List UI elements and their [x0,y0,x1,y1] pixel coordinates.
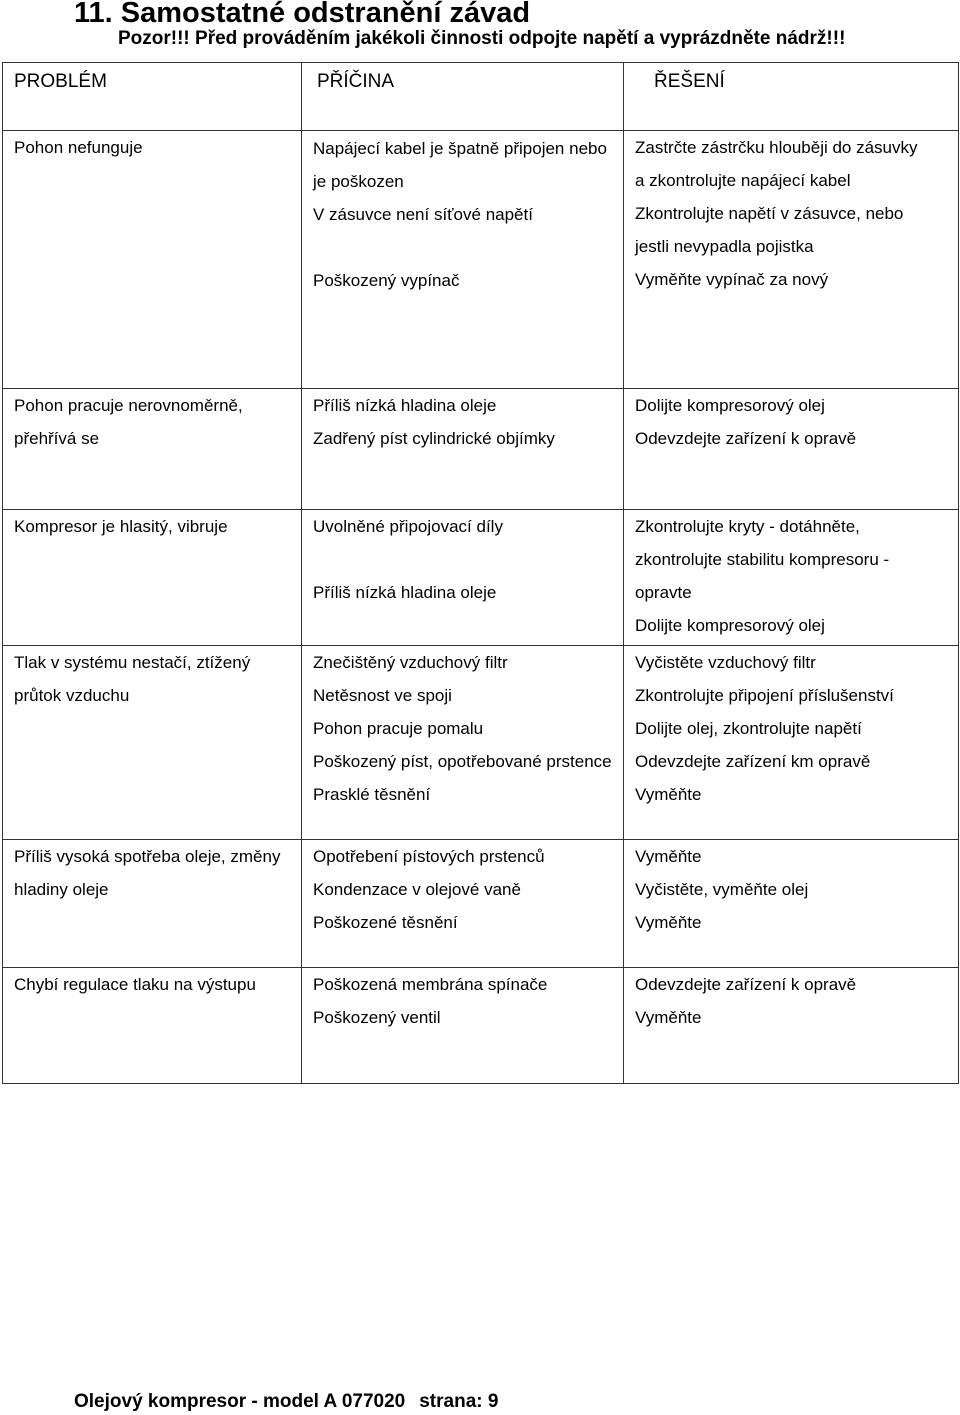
cause-text: Napájecí kabel je špatně připojen nebo je poškozen [313,139,607,191]
footer-page-number: strana: 9 [419,1391,499,1412]
problem-cell [3,510,302,646]
cause-text: Poškozená membrána spínače [313,975,548,994]
table-row [3,389,959,510]
problem-text: Příliš vysoká spotřeba oleje, změny hladiny oleje [14,847,281,899]
solution-text: Vyčistěte, vyměňte olej [635,880,809,899]
cause-cell [302,131,624,389]
cause-cell [302,510,624,646]
cause-text: Opotřebení pístových prstenců [313,847,545,866]
cause-text: Kondenzace v olejové vaně [313,880,521,899]
table-row [3,646,959,840]
cause-text: Pohon pracuje pomalu [313,719,484,738]
cause-text: Poškozené těsnění [313,913,458,932]
solution-cell [624,840,959,968]
problem-cell [3,389,302,510]
safety-warning: Pozor!!! Před prováděním jakékoli činnosti odpojte napětí a vyprázdněte nádrž!!! [118,28,846,49]
cause-text: V zásuvce není síťové napětí [313,205,533,224]
solution-text: Odevzdejte zařízení k opravě [635,975,857,994]
problem-cell [3,131,302,389]
problem-cell [3,840,302,968]
problem-text: Chybí regulace tlaku na výstupu [14,975,256,994]
problem-text: Kompresor je hlasitý, vibruje [14,517,228,536]
footer-model: Olejový kompresor - model A 077020 [74,1391,406,1412]
problem-text: Pohon pracuje nerovnoměrně, přehřívá se [14,396,243,448]
cause-text: Zadřený píst cylindrické objímky [313,429,555,448]
table-row [3,968,959,1084]
cause-text: Poškozený píst, opotřebované prstence [313,752,612,771]
table-row [3,840,959,968]
cause-text: Znečištěný vzduchový filtr [313,653,508,672]
solution-text: Vyměňte [635,847,702,866]
cause-text: Poškozený ventil [313,1008,441,1027]
solution-text: Zkontrolujte napětí v zásuvce, nebo jestli nevypadla pojistka [635,204,904,256]
cause-text: Příliš nízká hladina oleje [313,396,497,415]
cause-cell [302,646,624,840]
header-row [3,63,959,131]
solution-text: Odevzdejte zařízení km opravě [635,752,871,771]
solution-cell [624,131,959,389]
cause-text: Příliš nízká hladina oleje [313,583,497,602]
cause-text: Netěsnost ve spoji [313,686,452,705]
problem-cell [3,646,302,840]
solution-cell [624,510,959,646]
problem-text: Pohon nefunguje [14,138,143,157]
cause-text: Uvolněné připojovací díly [313,517,503,536]
solution-cell [624,968,959,1084]
page-title: 11. Samostatné odstranění závad [74,0,531,29]
solution-text: Odevzdejte zařízení k opravě [635,429,857,448]
page-footer [74,1391,498,1413]
solution-text: Zkontrolujte připojení příslušenství [635,686,894,705]
problem-cell [3,968,302,1084]
cause-cell [302,389,624,510]
solution-text: Dolijte kompresorový olej [635,396,825,415]
cause-cell [302,968,624,1084]
solution-cell [624,646,959,840]
header-solution: ŘEŠENÍ [624,63,959,131]
solution-text: Dolijte kompresorový olej [635,616,825,635]
solution-cell [624,389,959,510]
solution-text: Zkontrolujte kryty - dotáhněte, zkontrolujte stabilitu kompresoru - opravte [635,517,890,602]
header-cause: PŘÍČINA [302,63,624,131]
table-row [3,510,959,646]
table-row [3,131,959,389]
solution-text: Vyměňte [635,785,702,804]
solution-text: Dolijte olej, zkontrolujte napětí [635,719,862,738]
cause-text: Poškozený vypínač [313,271,460,290]
cause-cell [302,840,624,968]
solution-text: Zastrčte zástrčku hlouběji do zásuvky a zkontrolujte napájecí kabel [635,138,918,190]
troubleshooting-table [2,62,959,1084]
solution-text: Vyměňte [635,1008,702,1027]
problem-text: Tlak v systému nestačí, ztížený průtok vzduchu [14,653,251,705]
solution-text: Vyměňte vypínač za nový [635,270,829,289]
cause-text: Prasklé těsnění [313,785,431,804]
solution-text: Vyměňte [635,913,702,932]
header-problem: PROBLÉM [3,63,302,131]
solution-text: Vyčistěte vzduchový filtr [635,653,816,672]
